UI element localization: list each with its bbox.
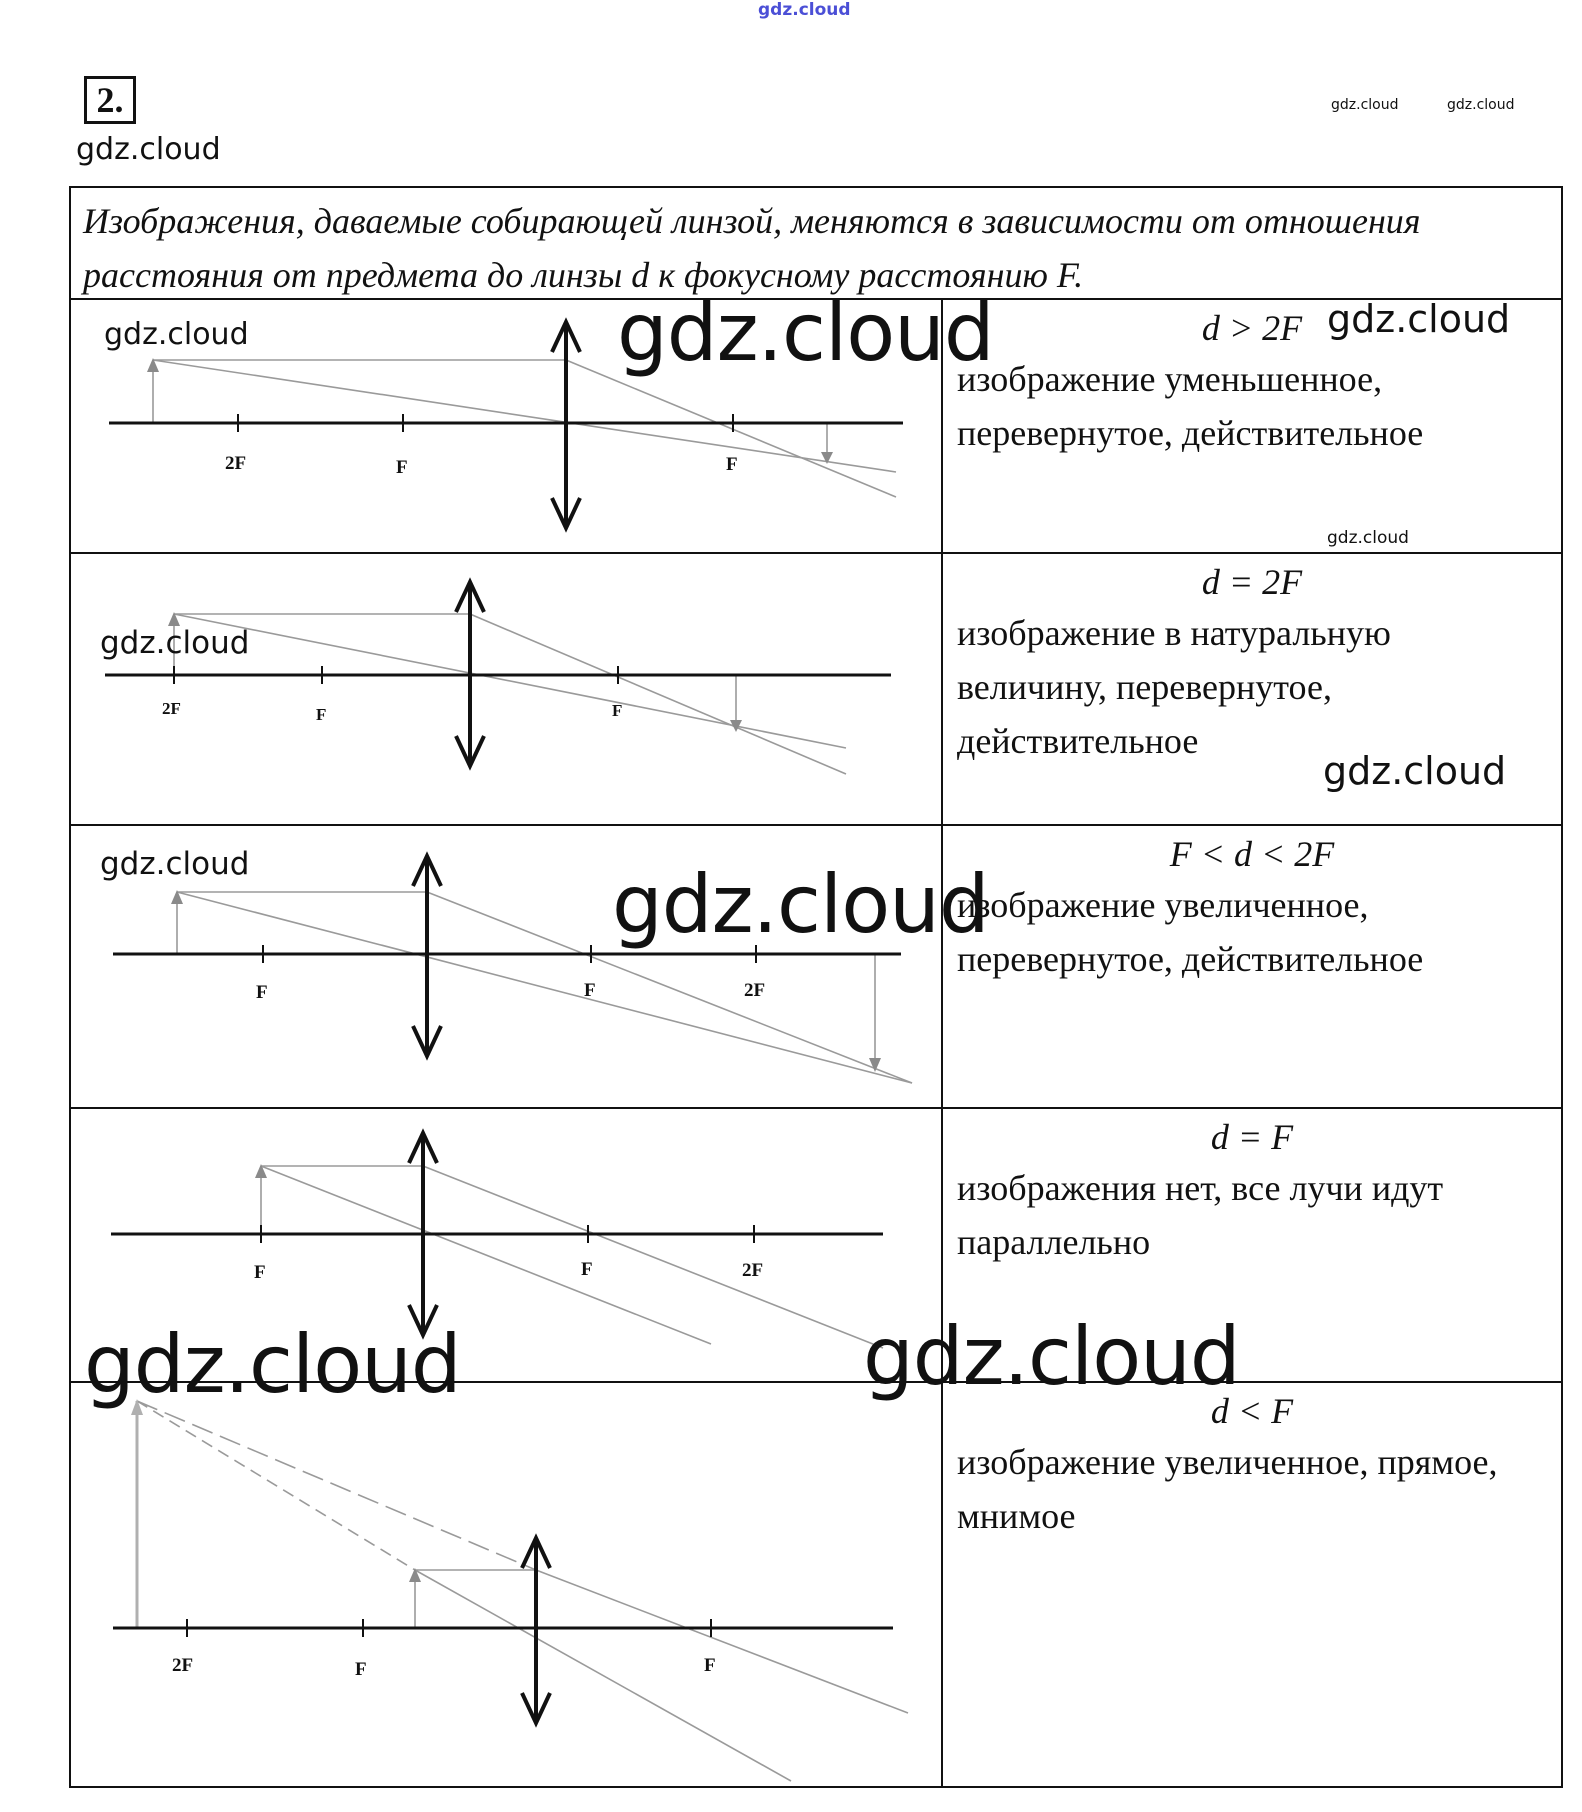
condition-formula: F < d < 2F (1169, 834, 1335, 874)
image-description: изображения нет, все лучи идут параллельно (957, 1168, 1444, 1262)
tick-label: 2F (225, 453, 247, 474)
watermark: gdz.cloud (1323, 749, 1507, 793)
tick-label: F (612, 701, 623, 720)
table-row (71, 1383, 1561, 1788)
tick-label: F (355, 1659, 367, 1680)
ray-diagram-twice-focus (71, 554, 943, 824)
tick-label: 2F (742, 1260, 764, 1281)
intro-line-2: расстояния от предмета до линзы d к фокусному расстоянию F. (83, 255, 1084, 295)
watermark: gdz.cloud (1327, 528, 1409, 548)
watermark: gdz.cloud (863, 1310, 1240, 1403)
intro-text (71, 188, 1561, 300)
tick-label: F (584, 980, 596, 1001)
watermark: gdz.cloud (84, 1318, 461, 1411)
lens-table (69, 186, 1563, 1788)
watermark: gdz.cloud (1327, 297, 1511, 341)
condition-formula: d < F (1210, 1391, 1294, 1431)
task-number: 2. (84, 76, 136, 124)
ray-diagram-inside-focus (71, 1383, 943, 1788)
tick-label: 2F (162, 699, 181, 718)
image-description: изображение в натуральную величину, перевернутое, действительное (957, 613, 1391, 761)
watermark: gdz.cloud (1331, 97, 1399, 113)
tick-label: F (316, 705, 327, 724)
watermark: gdz.cloud (104, 317, 249, 352)
tick-label: 2F (744, 980, 766, 1001)
watermark: gdz.cloud (617, 286, 994, 379)
tick-label: 2F (172, 1655, 194, 1676)
tick-label: F (726, 454, 738, 475)
tick-label: F (396, 457, 408, 478)
tick-label: F (704, 1655, 716, 1676)
tick-label: F (256, 982, 268, 1003)
watermark: gdz.cloud (100, 846, 250, 882)
watermark-top: gdz.cloud (758, 0, 851, 20)
watermark: gdz.cloud (612, 858, 989, 951)
tick-label: F (254, 1262, 266, 1283)
watermark: gdz.cloud (76, 132, 221, 167)
image-description: изображение уменьшенное, перевернутое, действительное (957, 359, 1424, 453)
condition-formula: d = F (1210, 1117, 1294, 1157)
watermark: gdz.cloud (1447, 97, 1515, 113)
condition-formula: d = 2F (1201, 562, 1303, 602)
intro-line-1: Изображения, даваемые собирающей линзой, меняются в зависимости от отношения (83, 201, 1421, 241)
image-description: изображение увеличенное, перевернутое, действительное (957, 885, 1424, 979)
condition-formula: d > 2F (1201, 308, 1303, 348)
tick-label: F (581, 1259, 593, 1280)
description-cell (943, 1383, 1561, 1788)
description-cell (943, 826, 1561, 1107)
image-description: изображение увеличенное, прямое, мнимое (957, 1442, 1498, 1536)
watermark: gdz.cloud (100, 625, 250, 661)
